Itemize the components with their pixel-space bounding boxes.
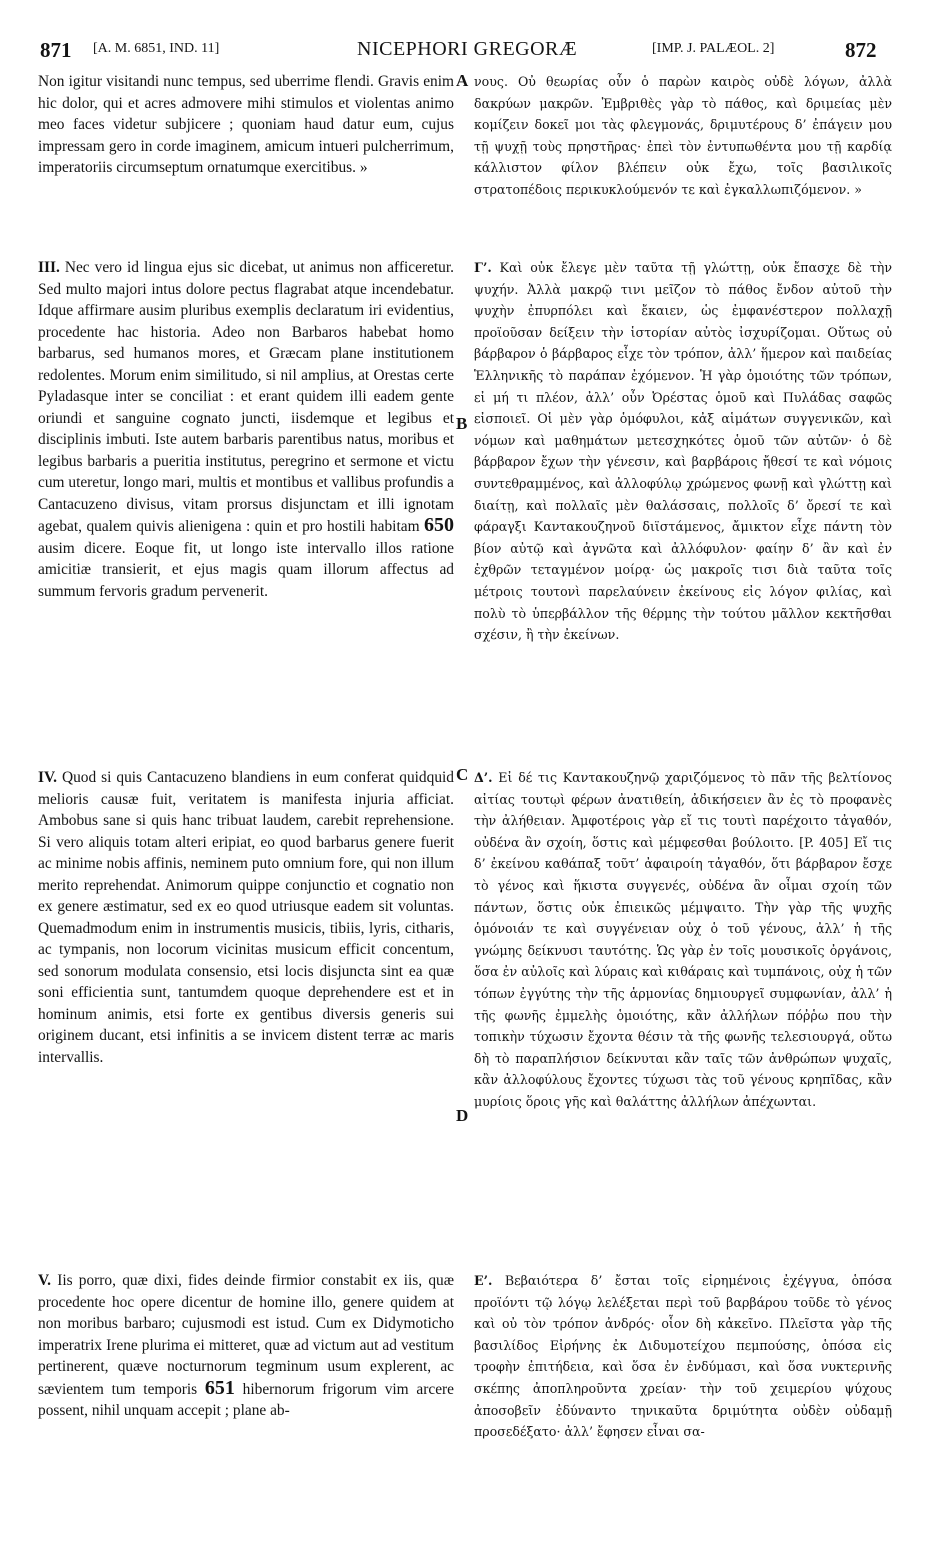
greek-paragraph-2 xyxy=(474,257,892,646)
latin-paragraph-3 xyxy=(38,767,454,1068)
latin-section-4-text: Quod si quis Cantacuzeno blandiens in eum conferat quidquid melioris causæ fuit, veritatem is manifesta injuria afficiat. Ambobus sane si quis hanc tribuat laudem, carebit reprehensione. Si vero aliquis totam alteri eripiat, eo quod barbarus genere fuerit ac minime nobis affinis, neminem puto omnium fore, qui non illum merito reprehendat. Animorum quippe conjunctio et cognatio non ex genere æstimatur, sed ex eo quod utriusque eadem sit voluntas. Quemadmodum enim in instrumentis musicis, tibiis, lyris, citharis, ac tympanis, non locorum vicinitas musicum efficit concentum, sed sonorum modulata consensio, etsi locis disjuncta sint ea quæ soni efficientia sunt, tantumdem quoque deprehendere est et in hominum animis, etsi forte ex gentibus diversis generis sui originem ducant, etsi infinitis a se invicem distent terræ ac maris intervallis. xyxy=(38,769,454,1066)
greek-section-3 xyxy=(474,257,892,646)
latin-section-4 xyxy=(38,767,454,1068)
latin-paragraph-1: Non igitur visitandi nunc tempus, sed uberrime flendi. Gravis enim hic dolor, qui et acres admovere mihi stimulos et violentas animo meo faces videtur subjicere ; quoniam haud datur eum, cujus impressam gero in corde imaginem, amicum intueri pulcherrimum, imperatoriis circumseptum ornatumque exercitibus. » xyxy=(38,73,454,176)
page-reference: [P. 405] xyxy=(799,834,849,850)
right-page-number: 872 xyxy=(845,38,877,62)
right-header-reference: [IMP. J. PALÆOL. 2] xyxy=(652,41,775,56)
margin-marker-a: A xyxy=(456,71,469,90)
greek-paragraph-1: νους. Οὐ θεωρίας οὖν ὁ παρὼν καιρὸς οὐδὲ λόγων, ἀλλὰ δακρύων μακρῶν. Ἐμβριθὲς γὰρ τὸ πάθος, καὶ δριμείας μὲν κομίζειν δοκεῖ μοι τὰς φλεγμονάς, δριμυτέρους δ’ ἐπάγειν μου τῇ ψυχῇ τοὺς πρηστῆρας· ἐπεὶ τὸν ἐντυπωθέντα μου τῇ καρδίᾳ κάλλιστον φίλον βλέπειν οὐκ ἔχω, τοῖς βασιλικοῖς στρατοπέδοις περικυκλούμενόν τε καὶ ἐγκαλλωπιζόμενον. » xyxy=(474,74,892,197)
greek-section-number: Δ’. xyxy=(474,770,493,785)
latin-section-number: V. xyxy=(38,1272,51,1289)
left-page-number: 871 xyxy=(40,38,72,62)
latin-section-5 xyxy=(38,1270,454,1422)
greek-section-5 xyxy=(474,1270,892,1443)
greek-section-5-text: Βεβαιότερα δ’ ἔσται τοῖς εἰρημένοις ἐχέγγυα, ὁπόσα προϊόντι τῷ λόγῳ λελέξεται περὶ τοῦ βαρβάρου τοῦδε τὸ γένος καὶ οὐ τὸν τρόπον ἀνδρός· οἷον δὴ κἀκεῖνο. Πλεῖστα γὰρ τῆς βασιλίδος Εἰρήνης ἐκ Διδυμοτείχου πεμπούσης, ὁπόσα εἰς τροφὴν ἐπιτήδεια, καὶ ὅσα ἐν ἐνδύμασι, καὶ ὅσα νυκτερινῆς σκέπης ἀποπληροῦντα χρείαν· τὴν τοῦ χειμερίου ψύχους ἀποσοβεῖν ἐδύναντο τηνικαῦτα δριμύτητα οὐδὲν οὐδαμῇ προσεδέξατο· ἀλλ’ ἔφησεν εἶναι σα- xyxy=(474,1273,892,1440)
greek-section-3-text: Καὶ οὐκ ἔλεγε μὲν ταῦτα τῇ γλώττῃ, οὐκ ἔπασχε δὲ τὴν ψυχήν. Ἀλλὰ μακρῷ τινι μεῖζον τὸ πάθος ἔνδον αὐτοῦ τὴν ψυχὴν ἐπυρπόλει καὶ ἔκαιεν, ὡς ἐμφανέστερον πολλαχῇ προϊοῦσαν δείξειν τὴν ἱστορίαν αὐτὸς ἰσχυρίζομαι. Οὕτως οὐ βάρβαρον ὁ βάρβαρος εἶχε τὸν τρόπον, ἀλλ’ ἥμερον καὶ παιδείας Ἑλληνικῆς τὸ παράπαν ἐχόμενον. Ἡ γὰρ ὁμοιότης τῶν τρόπων, εἰ μή τι πλέον, ἀλλ’ οὖν Ὀρέστας ὁμοῦ καὶ Πυλάδας σαφῶς εἰσποιεῖ. Οἱ μὲν γὰρ ὁμόφυλοι, κἀξ αἱμάτων συγγενικῶν, καὶ νόμων καὶ μαθημάτων μετεσχηκότες ὁμοῦ τῶν αὐτῶν· ὁ δὲ βάρβαρον ἔχων τὴν γένεσιν, καὶ βαρβάροις ἤθεσί τε καὶ νόμοις συντεθραμμένος, καὶ ἀλλοφύλῳ χρώμενος φωνῇ καὶ γλώττῃ καὶ διαίτῃ, καὶ πολλαῖς μὲν θαλάσσαις, πολλοῖς δ’ ὄρεσί τε καὶ φάραγξι Καντακουζηνοῦ διϊστάμενος, ἄμικτον εἶχε πάντη τὸν βίον αὐτῷ καὶ ἀγνῶτα καὶ ἀλλόφυλον· φαίην δ’ ἂν καὶ ἐν ἐχθρῶν τεταγμένον μοίρᾳ· ὡς μακροῖς τισι διὰ ταῦτα τοῖς μέτροις τουτονὶ παρελαύνειν ἐκείνους εἰς λόγον φιλίας, καὶ πολὺ τὸ ὑπερβάλλον τῆς θέρμης τὴν τούτου μᾶλλον κεκτῆσθαι σχέσιν, ἢ τὴν ἐκείνων. xyxy=(474,260,892,643)
greek-paragraph-4 xyxy=(474,1270,892,1443)
latin-paragraph-2 xyxy=(38,257,454,602)
latin-paragraph-4 xyxy=(38,1270,454,1422)
latin-section-number: III. xyxy=(38,259,60,276)
inline-page-number: 651 xyxy=(204,1376,235,1399)
greek-section-4-text-a: Εἰ δέ τις Καντακουζηνῷ χαριζόμενος τὸ πᾶν τῆς βελτίονος αἰτίας τουτῳὶ φέρων ἀνατιθείη, ἀδικήσειεν ἂν ἐς τὸ προφανὲς τὴν ἀλήθειαν. Ἀμφοτέροις γὰρ εἴ τις τουτὶ παρέχοιτο τἀγαθόν, οὐδένα ἂν σχοίη, ὅστις καὶ μέμφεσθαι βούλοιτο. xyxy=(474,770,892,850)
greek-column xyxy=(474,71,892,201)
margin-marker-b: B xyxy=(456,414,468,433)
latin-section-3-text-b: ausim dicere. Eoque fit, ut longo iste intervallo illos ratione amicitiæ transierit, et ejus magis quam illorum affectus ad summum fervoris gradum pervenerit. xyxy=(38,539,454,600)
latin-section-5-text-b: hibernorum frigorum vim arcere possent, nihil unquam accepit ; plane ab- xyxy=(38,1380,454,1419)
greek-section-4-text-b: Εἴ τις δ’ ἐκείνου καθάπαξ τοῦτ’ ἀφαιροίη τἀγαθόν, ὅτι βάρβαρον ἔσχε τὸ γένος καὶ ἥκιστα συγγενές, οὐδένα ἂν οἶμαι σχοίη τῶν πάντων, ὅστις οὐκ ἐπιεικῶς μέμψαιτο. Τὴν γὰρ τῆς ψυχῆς ὁμόνοιάν τε καὶ συγγένειαν οὐχ ὁ τοῦ γένους, ἀλλ’ ἡ τῆς γνώμης δείκνυσι ταυτότης. Ὡς γὰρ ἐν τοῖς μουσικοῖς ὀργάνοις, ὅσα ἐν αὐλοῖς καὶ λύραις καὶ κιθάραις καὶ τυμπάνοις, οὐχ ἡ τῶν τόπων ἐγγύτης τὴν τῆς ἁρμονίας δημιουργεῖ συμφωνίαν, ἀλλ’ ἡ τῆς φωνῆς ἐμμελὴς ὁμοιότης, κἂν ἀλλήλων πόῤῥω που τὴν τοπικὴν τύχωσιν ἔχοντα θέσιν τὰ τῆς φωνῆς τελεσιουργά, οὕτω δὴ τὸ παραπλήσιον δείκνυται κἂν ταῖς τῶν ἀνθρώπων ψυχαῖς, κἂν ἀλλοφύλους ἔχοντες τύχωσι τὰς τοῦ γένους κρηπῖδας, κἂν μυρίοις ὅροις γῆς καὶ θαλάττης ἀλλήλων ἀπέχωνται. xyxy=(474,834,892,1109)
margin-marker-d: D xyxy=(456,1106,469,1125)
running-title: NICEPHORI GREGORÆ xyxy=(357,38,578,60)
greek-section-number: Γ’. xyxy=(474,260,492,275)
margin-marker-c: C xyxy=(456,765,469,784)
inline-page-number: 650 xyxy=(424,514,454,536)
left-header-reference: [A. M. 6851, IND. 11] xyxy=(93,41,220,56)
greek-paragraph-3 xyxy=(474,767,892,1113)
latin-section-3 xyxy=(38,257,454,602)
latin-section-number: IV. xyxy=(38,769,57,786)
latin-section-5-text-a: Iis porro, quæ dixi, fides deinde firmior constabit ex iis, quæ procedente hoc opere dicentur de homine illo, genere quidem at non moribus barbaro; cujusmodi est istud. Cum ex Didymoticho imperatrix Irene plurima ei mitteret, quæ ad victum aut ad vestitum pertinerent, quæve nocturnorum tegminum usum explerent, ac sævientem tum temporis xyxy=(38,1272,454,1398)
running-header xyxy=(0,38,927,68)
latin-column xyxy=(38,71,454,179)
greek-section-4 xyxy=(474,767,892,1113)
greek-section-number: Ε’. xyxy=(474,1273,493,1288)
latin-section-3-text-a: Nec vero id lingua ejus sic dicebat, ut animus non afficeretur. Sed multo majori intus dolore pectus flagrabat atque incendebatur. Idque affirmare ausim pluribus exemplis declaratum iri evidentius, procedente hac historia. Adeo non Barbaros habebat homo barbarus, sed humanos mores, et Græcam plane institutionem redolentes. Morum enim similitudo, si nil amplius, at Orestas certe Pyladasque inter se conciliat : et erant quidem illi eadem gente oriundi et sanguine cognato juncti, iisdemque et legibus et disciplinis imbuti. Iste autem barbaris parentibus natus, moribus et legibus barbaris a pueritia institutus, peregrino et sermone et victu cum uteretur, longo mari, multis et montibus et vallibus profundis a Cantacuzeno divisus, vitam prorsus disjunctam et illi ignotam agebat, qualem quivis alienigena : quin et pro hostili habitam xyxy=(38,259,454,535)
